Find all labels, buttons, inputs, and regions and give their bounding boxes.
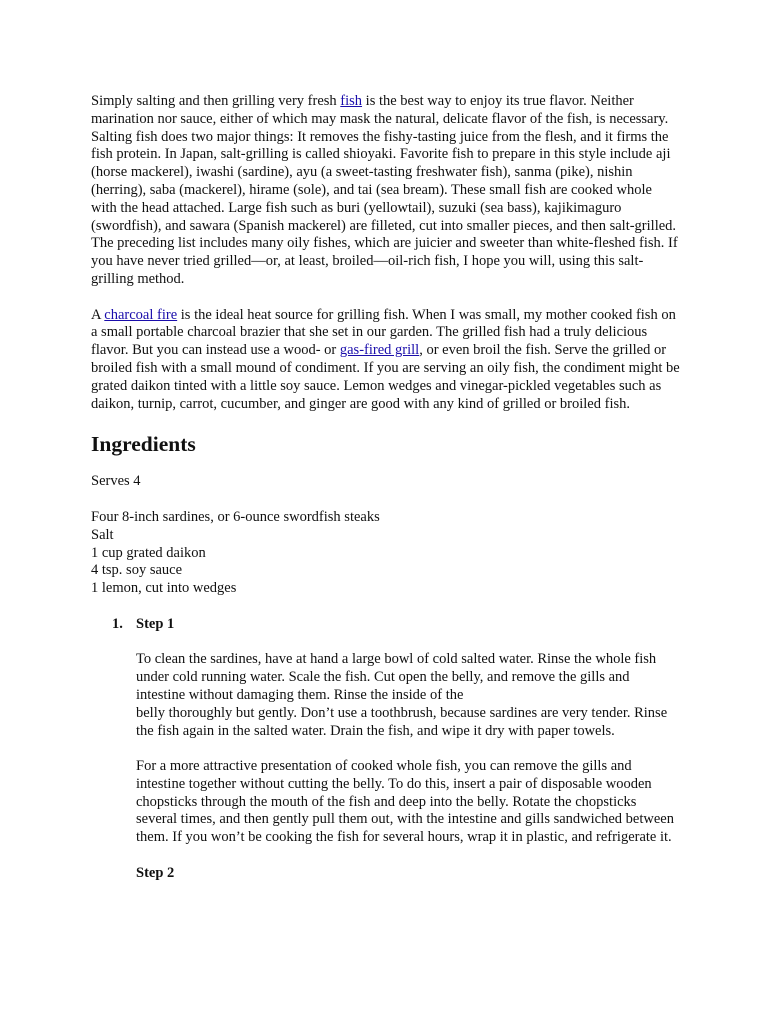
ingredient-item: Salt [91, 526, 114, 543]
serves-text: Serves 4 [91, 473, 141, 490]
fish-link[interactable]: fish [340, 93, 363, 109]
intro-text-after-fish: is the best way to enjoy its true flavor. Neither marination nor sauce, either of which may mask the natural, delicate flavor of the fish, is necessary. Salting fish does two major things: It removes the fishy-tasting juice from the flesh, and it firms the fish protein. In Japan, salt-grilling is called shioyaki. Favorite fish to prepare in this style include aji (horse mackerel), iwashi (sardine), ayu (a sweet-tasting freshwater fish), sanma (pike), nishin (herring), saba (mackerel), hirame (sole), and tai (sea bream). These small fish are cooked whole with the head attached. Large fish such as buri (yellowtail), suzuki (sea bass), kajikimaguro (swordfish), and sawara (Spanish mackerel) are filleted, cut into smaller pieces, and then salt-grilled. The preceding list includes many oily fishes, which are juicier and sweeter than white-fleshed fish. If you have never tried grilled—or, at least, broiled—oil-rich fish, I hope you will, using this salt-grilling method. [91, 93, 678, 287]
step-2-title: Step 2 [136, 864, 175, 881]
intro-paragraph-1 [91, 93, 681, 289]
ingredient-list [91, 509, 681, 598]
step-1-body [136, 651, 681, 882]
step-1-line-b: belly thoroughly but gently. Don’t use a toothbrush, because sardines are very tender. Rinse the fish again in the salted water. Drain the fish, and wipe it dry with paper towels. [136, 704, 668, 739]
charcoal-fire-link[interactable]: charcoal fire [104, 306, 178, 323]
intro-text-between-links: is the ideal heat source for grilling fish. When I was small, my mother cooked fish on a small portable charcoal brazier that she set in our garden. The grilled fish had a truly delicious flavor. But you can instead use a wood- or [91, 306, 676, 359]
step-1-paragraph-2: For a more attractive presentation of cooked whole fish, you can remove the gills and intestine together without cutting the belly. To do this, insert a pair of disposable wooden chopsticks through the mouth of the fish and deep into the belly. Rotate the chopsticks several times, and then gently pull them out, with the intestine and gills sandwiched between them. If you won’t be cooking the fish for several hours, wrap it in plastic, and refrigerate it. [136, 758, 674, 846]
intro-text-after-grill: , or even broil the fish. Serve the grilled or broiled fish with a small mound of condiment. If you are serving an oily fish, the condiment might be grated daikon tinted with a little soy sauce. Lemon wedges and vinegar-pickled vegetables such as daikon, turnip, carrot, cucumber, and ginger are good with any kind of grilled or broiled fish. [91, 342, 680, 412]
ingredient-item: Four 8-inch sardines, or 6-ounce swordfish steaks [91, 508, 380, 525]
gas-fired-grill-link[interactable]: gas-fired grill [339, 342, 420, 359]
ingredients-heading: Ingredients [91, 432, 196, 457]
step-1-title: Step 1 [136, 615, 175, 632]
step-1-number: 1. [112, 615, 123, 632]
intro-text-before-charcoal: A [91, 306, 105, 323]
ingredient-item: 1 lemon, cut into wedges [91, 580, 237, 597]
recipe-page [91, 93, 681, 900]
ingredient-item: 1 cup grated daikon [91, 544, 206, 561]
step-1 [91, 616, 681, 883]
intro-paragraph-2 [91, 307, 681, 414]
steps-list [91, 616, 681, 883]
ingredient-item: 4 tsp. soy sauce [91, 562, 183, 579]
step-1-paragraph-1 [136, 651, 681, 740]
intro-text-before-fish: Simply salting and then grilling very fresh [91, 93, 341, 109]
step-1-line-a: To clean the sardines, have at hand a large bowl of cold salted water. Rinse the whole fish under cold running water. Scale the fish. Cut open the belly, and remove the gills and intestine without damaging them. Rinse the inside of the [136, 651, 657, 703]
